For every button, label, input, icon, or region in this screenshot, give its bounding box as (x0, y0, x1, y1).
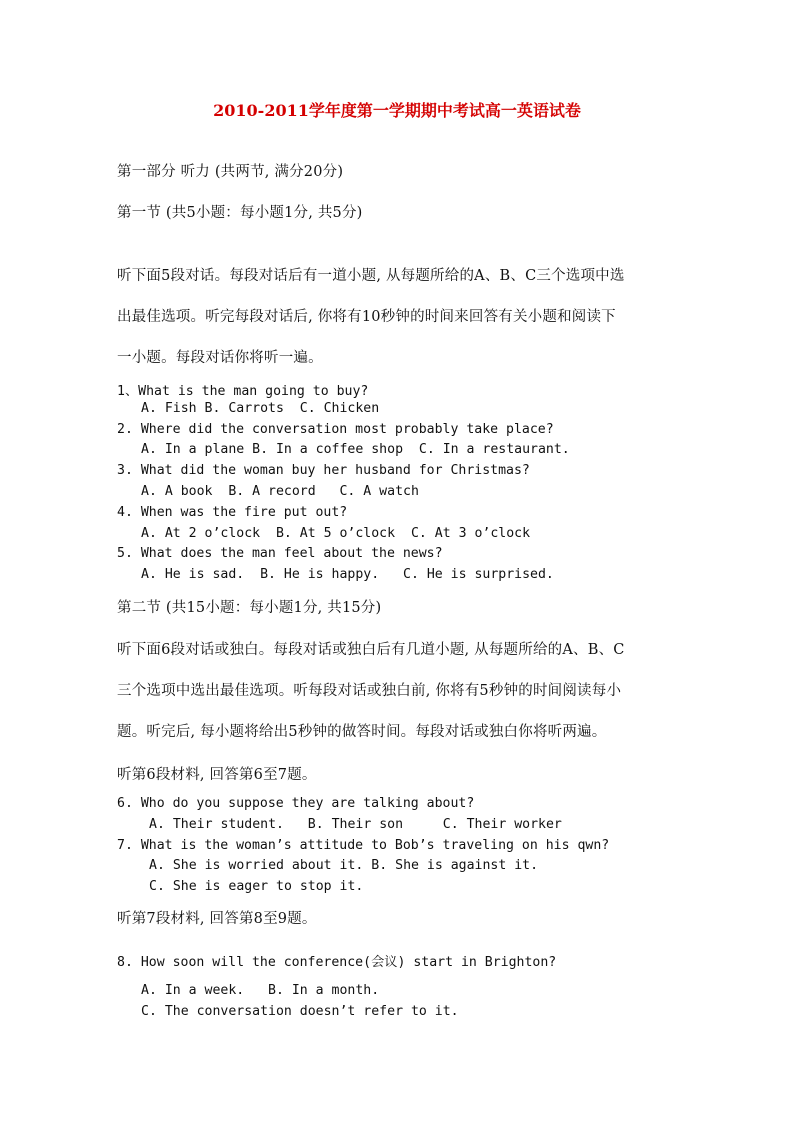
section1-instruction-line: 听下面5段对话。每段对话后有一道小题, 从每题所给的A、B、C三个选项中选 (117, 268, 625, 284)
part1-heading: 第一部分 听力 (共两节, 满分20分) (117, 164, 344, 180)
question-1-options: A. Fish B. Carrots C. Chicken (141, 401, 380, 416)
section2-instruction-line: 三个选项中选出最佳选项。听每段对话或独白前, 你将有5秒钟的时间阅读每小 (117, 683, 622, 699)
section1-instruction-line: 出最佳选项。听完每段对话后, 你将有10秒钟的时间来回答有关小题和阅读下 (117, 309, 616, 325)
question-8-option-c: C. The conversation doesn’t refer to it. (141, 1004, 459, 1019)
section2-instruction-line: 题。听完后, 每小题将给出5秒钟的做答时间。每段对话或独白你将听两遍。 (117, 724, 607, 740)
material-7-note: 听第7段材料, 回答第8至9题。 (117, 911, 317, 927)
question-4-options: A. At 2 o’clock B. At 5 o’clock C. At 3 o’clock (141, 526, 531, 541)
question-7: 7. What is the woman’s attitude to Bob’s traveling on his qwn? (117, 838, 610, 853)
question-5-options: A. He is sad. B. He is happy. C. He is surprised. (141, 567, 554, 582)
question-3-options: A. A book B. A record C. A watch (141, 484, 419, 499)
section2-heading: 第二节 (共15小题：每小题1分, 共15分) (117, 600, 382, 616)
material-6-note: 听第6段材料, 回答第6至7题。 (117, 767, 317, 783)
exam-title: 2010-2011学年度第一学期期中考试高一英语试卷 (213, 101, 581, 120)
question-2: 2. Where did the conversation most probably take place? (117, 422, 554, 437)
question-6: 6. Who do you suppose they are talking about? (117, 796, 475, 811)
question-7-option-c: C. She is eager to stop it. (149, 879, 364, 894)
question-4: 4. When was the fire put out? (117, 505, 348, 520)
section1-instruction-line: 一小题。每段对话你将听一遍。 (117, 350, 323, 366)
question-1: 1、What is the man going to buy? (117, 384, 369, 399)
section2-instruction-line: 听下面6段对话或独白。每段对话或独白后有几道小题, 从每题所给的A、B、C (117, 642, 625, 658)
question-5: 5. What does the man feel about the news? (117, 546, 443, 561)
section1-heading: 第一节 (共5小题：每小题1分, 共5分) (117, 205, 363, 221)
question-2-options: A. In a plane B. In a coffee shop C. In a restaurant. (141, 442, 570, 457)
question-8: 8. How soon will the conference(会议) start in Brighton? (117, 955, 557, 970)
question-7-options-ab: A. She is worried about it. B. She is against it. (149, 858, 539, 873)
question-6-options: A. Their student. B. Their son C. Their worker (149, 817, 562, 832)
question-3: 3. What did the woman buy her husband for Christmas? (117, 463, 530, 478)
question-8-options-ab: A. In a week. B. In a month. (141, 983, 380, 998)
